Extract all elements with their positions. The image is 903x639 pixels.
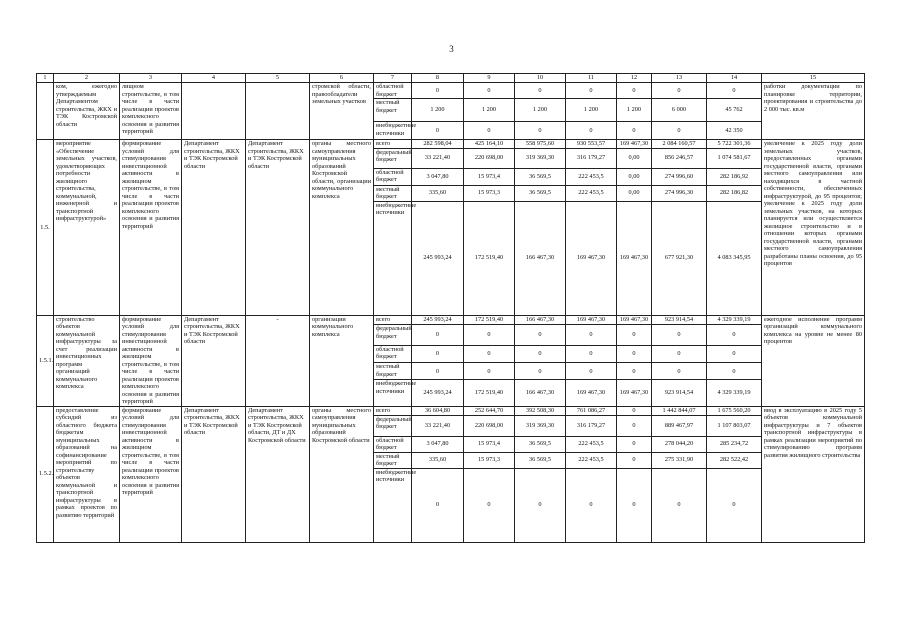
funding-source: всего bbox=[374, 140, 412, 149]
amount-cell: 1 200 bbox=[617, 99, 652, 122]
funding-source: внебюджетные источники bbox=[374, 201, 412, 315]
amount-cell: 316 179,27 bbox=[566, 415, 617, 436]
amount-cell: 4 329 339,19 bbox=[707, 315, 762, 325]
funding-source: федеральный бюджет bbox=[374, 415, 412, 436]
amount-cell: 0 bbox=[707, 468, 762, 542]
amount-cell: 335,60 bbox=[412, 185, 464, 201]
funding-source: внебюджетные источники bbox=[374, 122, 412, 140]
co-executor: - bbox=[246, 315, 310, 406]
responsible-executor: Департамент строительства, ЖКХ и ТЭК Костромской области bbox=[182, 315, 246, 406]
participant: организации коммунального комплекса bbox=[310, 315, 374, 406]
amount-cell: 36 604,80 bbox=[412, 406, 464, 415]
amount-cell: 0 bbox=[707, 345, 762, 362]
responsible-executor: Департамент строительства, ЖКХ и ТЭК Костромской области bbox=[182, 406, 246, 542]
amount-cell: 1 442 844,07 bbox=[652, 406, 707, 415]
amount-cell: 15 973,3 bbox=[464, 185, 515, 201]
amount-cell: 0,00 bbox=[617, 168, 652, 185]
table-row bbox=[37, 406, 865, 415]
amount-cell: 930 553,57 bbox=[566, 140, 617, 149]
amount-cell: 169 467,30 bbox=[617, 140, 652, 149]
amount-cell: 0 bbox=[412, 345, 464, 362]
amount-cell: 4 329 339,19 bbox=[707, 380, 762, 406]
amount-cell: 245 993,24 bbox=[412, 201, 464, 315]
amount-cell: 0 bbox=[566, 345, 617, 362]
amount-cell: 169 467,30 bbox=[617, 380, 652, 406]
header-cell: 8 bbox=[412, 74, 464, 83]
activity-goal: формирование условий для стимулирования инвестиционной активности в жилищном строительстве, в том числе в части реализации проектов комплексного освоения и развития территорий bbox=[120, 140, 182, 316]
amount-cell: 3 047,80 bbox=[412, 436, 464, 452]
funding-source: внебюджетные источники bbox=[374, 380, 412, 406]
amount-cell: 169 467,30 bbox=[617, 201, 652, 315]
amount-cell: 36 569,5 bbox=[515, 452, 566, 468]
funding-source: внебюджетные источники bbox=[374, 468, 412, 542]
amount-cell: 0 bbox=[617, 415, 652, 436]
amount-cell: 220 698,00 bbox=[464, 415, 515, 436]
amount-cell: 172 519,40 bbox=[464, 315, 515, 325]
amount-cell: 3 047,80 bbox=[412, 168, 464, 185]
amount-cell: 0 bbox=[617, 122, 652, 140]
amount-cell: 1 074 581,67 bbox=[707, 148, 762, 168]
header-cell: 6 bbox=[310, 74, 374, 83]
funding-source: местный бюджет bbox=[374, 452, 412, 468]
amount-cell: 0 bbox=[617, 345, 652, 362]
amount-cell: 0 bbox=[515, 122, 566, 140]
amount-cell: 558 975,60 bbox=[515, 140, 566, 149]
amount-cell: 0,00 bbox=[617, 148, 652, 168]
amount-cell: 282 186,82 bbox=[707, 185, 762, 201]
program-table bbox=[36, 73, 865, 543]
amount-cell: 0 bbox=[652, 363, 707, 380]
amount-cell: 36 569,5 bbox=[515, 185, 566, 201]
amount-cell: 0 bbox=[412, 363, 464, 380]
table-row bbox=[37, 83, 865, 99]
funding-source: областной бюджет bbox=[374, 436, 412, 452]
activity-goal: формирование условий для стимулирования инвестиционной активности в жилищном строительстве, в том числе в части реализации проектов комплексного освоения и развития территорий bbox=[120, 315, 182, 406]
header-cell: 5 bbox=[246, 74, 310, 83]
funding-source: местный бюджет bbox=[374, 185, 412, 201]
amount-cell: 0 bbox=[566, 468, 617, 542]
header-cell: 11 bbox=[566, 74, 617, 83]
amount-cell: 0 bbox=[652, 345, 707, 362]
amount-cell: 0 bbox=[617, 452, 652, 468]
amount-cell: 0 bbox=[515, 363, 566, 380]
amount-cell: 166 467,30 bbox=[515, 201, 566, 315]
funding-source: федеральный бюджет bbox=[374, 325, 412, 346]
funding-source: областной бюджет bbox=[374, 345, 412, 362]
activity-goal: формирование условий для стимулирования инвестиционной активности в жилищном строительстве, в том числе в части реализации проектов комплексного освоения и развития территорий bbox=[120, 406, 182, 542]
amount-cell: 1 200 bbox=[464, 99, 515, 122]
funding-source: областной бюджет bbox=[374, 168, 412, 185]
funding-source: местный бюджет bbox=[374, 363, 412, 380]
funding-source: всего bbox=[374, 406, 412, 415]
amount-cell: 0 bbox=[464, 83, 515, 99]
row-number bbox=[37, 83, 54, 140]
amount-cell: 245 993,24 bbox=[412, 380, 464, 406]
amount-cell: 0 bbox=[412, 468, 464, 542]
header-cell: 4 bbox=[182, 74, 246, 83]
amount-cell: 36 569,5 bbox=[515, 168, 566, 185]
responsible-executor: Департамент строительства, ЖКХ и ТЭК Костромской области bbox=[182, 140, 246, 316]
amount-cell: 0 bbox=[652, 468, 707, 542]
amount-cell: 0 bbox=[617, 406, 652, 415]
amount-cell: 15 973,4 bbox=[464, 168, 515, 185]
page-number: 3 bbox=[449, 44, 454, 54]
funding-source: всего bbox=[374, 315, 412, 325]
amount-cell: 0 bbox=[464, 363, 515, 380]
co-executor: Департамент строительства, ЖКХ и ТЭК Костромской области, ДТ и ДХ Костромской области bbox=[246, 406, 310, 542]
amount-cell: 0 bbox=[617, 325, 652, 346]
amount-cell: 319 369,30 bbox=[515, 148, 566, 168]
amount-cell: 0 bbox=[617, 436, 652, 452]
amount-cell: 245 993,24 bbox=[412, 315, 464, 325]
amount-cell: 923 914,54 bbox=[652, 315, 707, 325]
amount-cell: 0 bbox=[515, 325, 566, 346]
amount-cell: 252 644,70 bbox=[464, 406, 515, 415]
amount-cell: 285 234,72 bbox=[707, 436, 762, 452]
amount-cell: 0 bbox=[515, 345, 566, 362]
amount-cell: 33 221,40 bbox=[412, 415, 464, 436]
amount-cell: 0 bbox=[617, 468, 652, 542]
amount-cell: 0 bbox=[464, 325, 515, 346]
participant: органы местного самоуправления муниципальных образований Костромской области, организации коммунального комплекса bbox=[310, 140, 374, 316]
amount-cell: 0 bbox=[652, 325, 707, 346]
amount-cell: 889 467,97 bbox=[652, 415, 707, 436]
activity-name: мероприятие «Обеспечение земельных участков, удовлетворяющих потребности жилищного строительства, коммунальной, инженерной и транспортной инфраструктурой» bbox=[54, 140, 120, 316]
amount-cell: 923 914,54 bbox=[652, 380, 707, 406]
amount-cell: 169 467,30 bbox=[566, 380, 617, 406]
amount-cell: 220 698,00 bbox=[464, 148, 515, 168]
header-cell: 1 bbox=[37, 74, 54, 83]
amount-cell: 0 bbox=[412, 325, 464, 346]
header-cell: 9 bbox=[464, 74, 515, 83]
co-executor: Департамент строительства, ЖКХ и ТЭК Костромской области bbox=[246, 140, 310, 316]
amount-cell: 761 086,27 bbox=[566, 406, 617, 415]
amount-cell: 2 084 160,57 bbox=[652, 140, 707, 149]
activity-name: строительство объектов коммунальной инфраструктуры за счет реализации инвестиционных программ организаций коммунального комплекса bbox=[54, 315, 120, 406]
amount-cell: 0 bbox=[412, 122, 464, 140]
amount-cell: 274 996,60 bbox=[652, 168, 707, 185]
amount-cell: 169 467,30 bbox=[566, 315, 617, 325]
activity-name: предоставление субсидий из областного бюджета бюджетам муниципальных образований на софинансирование мероприятий по строительству объектов коммунальной и транспортной инфраструктуры в рамках проектов по развитию территорий bbox=[54, 406, 120, 542]
amount-cell: 282 598,04 bbox=[412, 140, 464, 149]
amount-cell: 1 200 bbox=[566, 99, 617, 122]
amount-cell: 0 bbox=[652, 83, 707, 99]
header-cell: 13 bbox=[652, 74, 707, 83]
header-cell: 14 bbox=[707, 74, 762, 83]
amount-cell: 275 331,90 bbox=[652, 452, 707, 468]
amount-cell: 319 369,30 bbox=[515, 415, 566, 436]
amount-cell: 282 522,42 bbox=[707, 452, 762, 468]
amount-cell: 42 350 bbox=[707, 122, 762, 140]
amount-cell: 222 453,5 bbox=[566, 168, 617, 185]
responsible-executor bbox=[182, 83, 246, 140]
amount-cell: 316 179,27 bbox=[566, 148, 617, 168]
amount-cell: 172 519,40 bbox=[464, 201, 515, 315]
row-number: 1.5.1. bbox=[37, 315, 54, 406]
header-row bbox=[37, 74, 865, 83]
amount-cell: 0 bbox=[707, 325, 762, 346]
table-row bbox=[37, 315, 865, 325]
amount-cell: 33 221,40 bbox=[412, 148, 464, 168]
header-cell: 10 bbox=[515, 74, 566, 83]
table-row bbox=[37, 140, 865, 149]
amount-cell: 166 467,30 bbox=[515, 380, 566, 406]
header-cell: 7 bbox=[374, 74, 412, 83]
amount-cell: 274 996,30 bbox=[652, 185, 707, 201]
funding-source: федеральный бюджет bbox=[374, 148, 412, 168]
amount-cell: 5 722 301,36 bbox=[707, 140, 762, 149]
amount-cell: 169 467,30 bbox=[566, 201, 617, 315]
funding-source: местный бюджет bbox=[374, 99, 412, 122]
amount-cell: 0 bbox=[464, 345, 515, 362]
activity-goal: лищном строительстве, в том числе в части реализации проектов комплексного освоения и развития территорий bbox=[120, 83, 182, 140]
amount-cell: 0 bbox=[515, 468, 566, 542]
expected-result: увеличение к 2025 году доли земельных участков, предоставленных органами государственной власти, органами местного самоуправления или находящихся в частной собственности, обеспеченных инфраструктурой, до 95 процентов; увеличение к 2025 году доли земельных участков, на которых планируется или осуществляется жилищное строительство и в отношении которых органами государственной власти, органами местного самоуправления разработаны планы освоения, до 95 процентов bbox=[762, 140, 865, 316]
amount-cell: 677 921,30 bbox=[652, 201, 707, 315]
amount-cell: 425 164,10 bbox=[464, 140, 515, 149]
amount-cell: 36 569,5 bbox=[515, 436, 566, 452]
amount-cell: 172 519,40 bbox=[464, 380, 515, 406]
header-cell: 3 bbox=[120, 74, 182, 83]
amount-cell: 0 bbox=[464, 468, 515, 542]
amount-cell: 0 bbox=[566, 83, 617, 99]
amount-cell: 45 762 bbox=[707, 99, 762, 122]
amount-cell: 0 bbox=[566, 325, 617, 346]
amount-cell: 4 083 345,95 bbox=[707, 201, 762, 315]
header-cell: 2 bbox=[54, 74, 120, 83]
amount-cell: 15 973,3 bbox=[464, 452, 515, 468]
amount-cell: 335,60 bbox=[412, 452, 464, 468]
amount-cell: 15 973,4 bbox=[464, 436, 515, 452]
amount-cell: 0 bbox=[617, 363, 652, 380]
amount-cell: 0 bbox=[707, 363, 762, 380]
expected-result: ежегодное исполнение программ организаций коммунального комплекса на уровне не менее 80 процентов bbox=[762, 315, 865, 406]
participant: стромской области, правообладатели земельных участков bbox=[310, 83, 374, 140]
amount-cell: 278 044,20 bbox=[652, 436, 707, 452]
amount-cell: 222 453,5 bbox=[566, 185, 617, 201]
amount-cell: 169 467,30 bbox=[617, 315, 652, 325]
amount-cell: 1 675 560,20 bbox=[707, 406, 762, 415]
amount-cell: 0 bbox=[515, 83, 566, 99]
amount-cell: 0 bbox=[464, 122, 515, 140]
amount-cell: 1 107 803,07 bbox=[707, 415, 762, 436]
amount-cell: 856 246,57 bbox=[652, 148, 707, 168]
expected-result: ввод в эксплуатацию в 2025 году 5 объектов коммунальной инфраструктуры и 7 объектов транспортной инфраструктуры в рамках реализации мероприятий по стимулированию программ развития жилищного строительства bbox=[762, 406, 865, 542]
activity-name: ком, ежегодно утверждаемым Департаментом строительства, ЖКХ и ТЭК Костромской области bbox=[54, 83, 120, 140]
row-number: 1.5.2. bbox=[37, 406, 54, 542]
amount-cell: 1 200 bbox=[412, 99, 464, 122]
amount-cell: 166 467,30 bbox=[515, 315, 566, 325]
funding-source: областной бюджет bbox=[374, 83, 412, 99]
header-cell: 12 bbox=[617, 74, 652, 83]
amount-cell: 0 bbox=[707, 83, 762, 99]
amount-cell: 1 200 bbox=[515, 99, 566, 122]
amount-cell: 0 bbox=[412, 83, 464, 99]
amount-cell: 222 453,5 bbox=[566, 452, 617, 468]
co-executor bbox=[246, 83, 310, 140]
amount-cell: 6 000 bbox=[652, 99, 707, 122]
amount-cell: 282 186,92 bbox=[707, 168, 762, 185]
amount-cell: 0 bbox=[652, 122, 707, 140]
expected-result: работки документации по планировке территории, проектирования и строительства до 2 000 тыс. кв.м bbox=[762, 83, 865, 140]
participant: органы местного самоуправления муниципальных образований Костромской области bbox=[310, 406, 374, 542]
amount-cell: 0 bbox=[566, 363, 617, 380]
amount-cell: 0,00 bbox=[617, 185, 652, 201]
row-number: 1.5. bbox=[37, 140, 54, 316]
amount-cell: 222 453,5 bbox=[566, 436, 617, 452]
amount-cell: 392 508,30 bbox=[515, 406, 566, 415]
amount-cell: 0 bbox=[617, 83, 652, 99]
amount-cell: 0 bbox=[566, 122, 617, 140]
header-cell: 15 bbox=[762, 74, 865, 83]
